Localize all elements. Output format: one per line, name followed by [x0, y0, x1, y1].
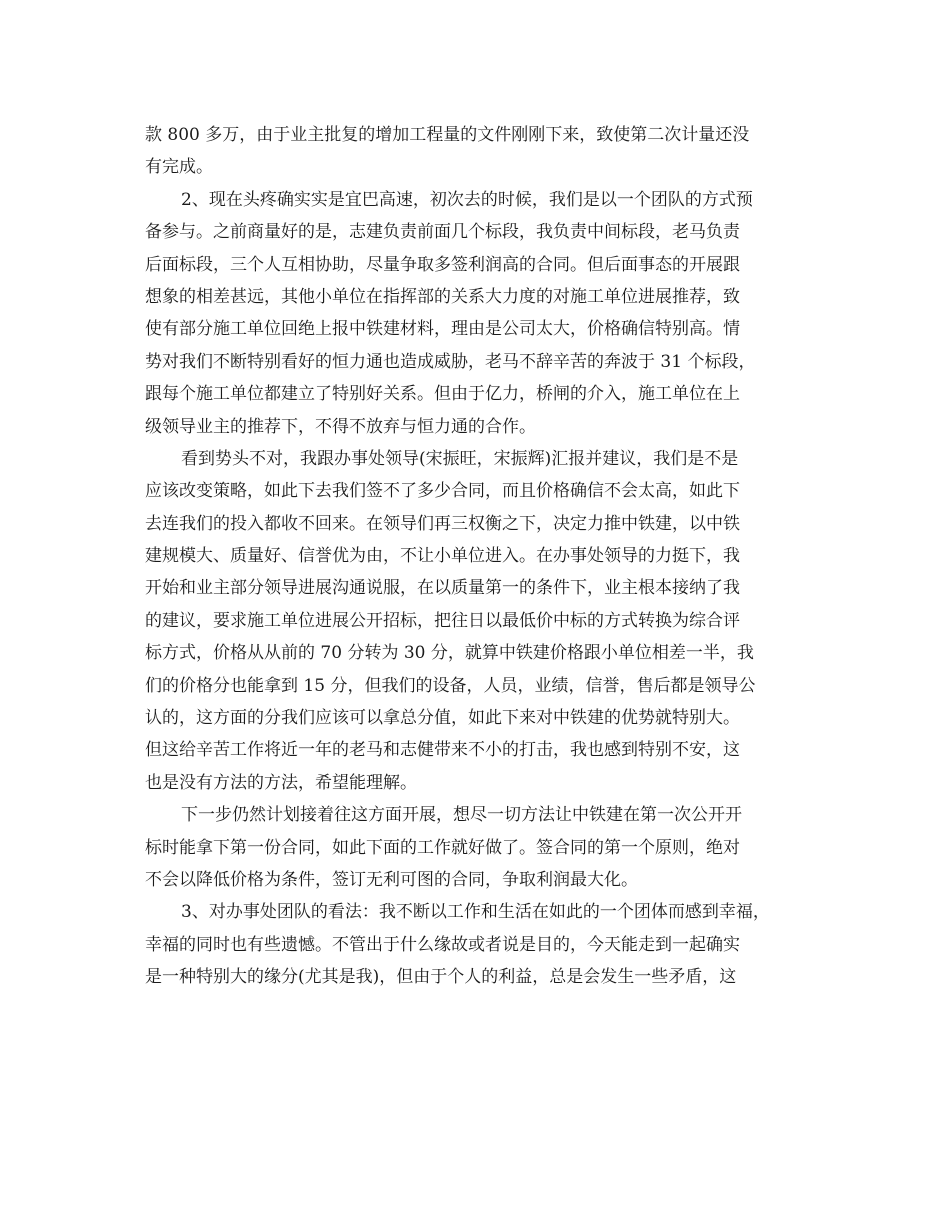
paragraph-first-line: 2、现在头疼确实实是宜巴高速，初次去的时候，我们是以一个团队的方式预 — [181, 189, 753, 210]
text-line: 开始和业主部分领导进展沟通说服，在以质量第一的条件下，业主根本接纳了我 — [145, 578, 740, 599]
text-line: 跟每个施工单位都建立了特别好关系。但由于亿力，桥闸的介入，施工单位在上 — [145, 384, 740, 405]
paragraph-first-line: 3、对办事处团队的看法：我不断以工作和生活在如此的一个团体而感到幸福， — [181, 902, 770, 923]
document-body — [145, 119, 805, 994]
text-line: 的建议，要求施工单位进展公开招标，把往日以最低价中标的方式转换为综合评 — [145, 610, 740, 631]
paragraph-first-line: 下一步仍然计划接着往这方面开展，想尽一切方法让中铁建在第一次公开开 — [181, 805, 742, 826]
text-line: 不会以降低价格为条件，签订无利可图的合同，争取利润最大化。 — [145, 869, 638, 890]
text-line: 标方式，价格从从前的 70 分转为 30 分，就算中铁建价格跟小单位相差一半，我 — [145, 643, 754, 664]
text-line: 们的价格分也能拿到 15 分，但我们的设备，人员，业绩，信誉，售后都是领导公 — [145, 675, 756, 696]
text-line: 也是没有方法的方法，希望能理解。 — [145, 772, 417, 793]
text-line: 应该改变策略，如此下去我们签不了多少合同，而且价格确信不会太高，如此下 — [145, 481, 740, 502]
text-line: 势对我们不断特别看好的恒力通也造成威胁，老马不辞辛苦的奔波于 31 个标段， — [145, 351, 756, 372]
text-line: 备参与。之前商量好的是，志建负责前面几个标段，我负责中间标段，老马负责 — [145, 222, 740, 243]
text-line: 幸福的同时也有些遗憾。不管出于什么缘故或者说是目的，今天能走到一起确实 — [145, 934, 740, 955]
text-line: 想象的相差甚远，其他小单位在指挥部的关系大力度的对施工单位进展推荐，致 — [145, 286, 740, 307]
text-line: 认的，这方面的分我们应该可以拿总分值，如此下来对中铁建的优势就特别大。 — [145, 708, 740, 729]
text-line: 但这给辛苦工作将近一年的老马和志健带来不小的打击，我也感到特别不安，这 — [145, 740, 740, 761]
paragraph-first-line: 看到势头不对，我跟办事处领导(宋振旺，宋振辉)汇报并建议，我们是不是 — [181, 448, 739, 469]
text-line: 标时能拿下第一份合同，如此下面的工作就好做了。签合同的第一个原则，绝对 — [145, 837, 740, 858]
text-line: 款 800 多万，由于业主批复的增加工程量的文件刚刚下来，致使第二次计量还没 — [145, 125, 750, 145]
text-line: 建规模大、质量好、信誉优为由，不让小单位进入。在办事处领导的力挺下，我 — [145, 546, 740, 567]
text-line: 有完成。 — [145, 157, 213, 178]
text-line: 后面标段，三个人互相协助，尽量争取多签利润高的合同。但后面事态的开展跟 — [145, 254, 740, 275]
text-line: 是一种特别大的缘分(尤其是我)，但由于个人的利益，总是会发生一些矛盾，这 — [145, 967, 737, 988]
text-line: 级领导业主的推荐下，不得不放弃与恒力通的合作。 — [145, 416, 536, 437]
text-line: 去连我们的投入都收不回来。在领导们再三权衡之下，决定力推中铁建，以中铁 — [145, 513, 740, 534]
text-line: 使有部分施工单位回绝上报中铁建材料，理由是公司太大，价格确信特别高。情 — [145, 319, 740, 340]
